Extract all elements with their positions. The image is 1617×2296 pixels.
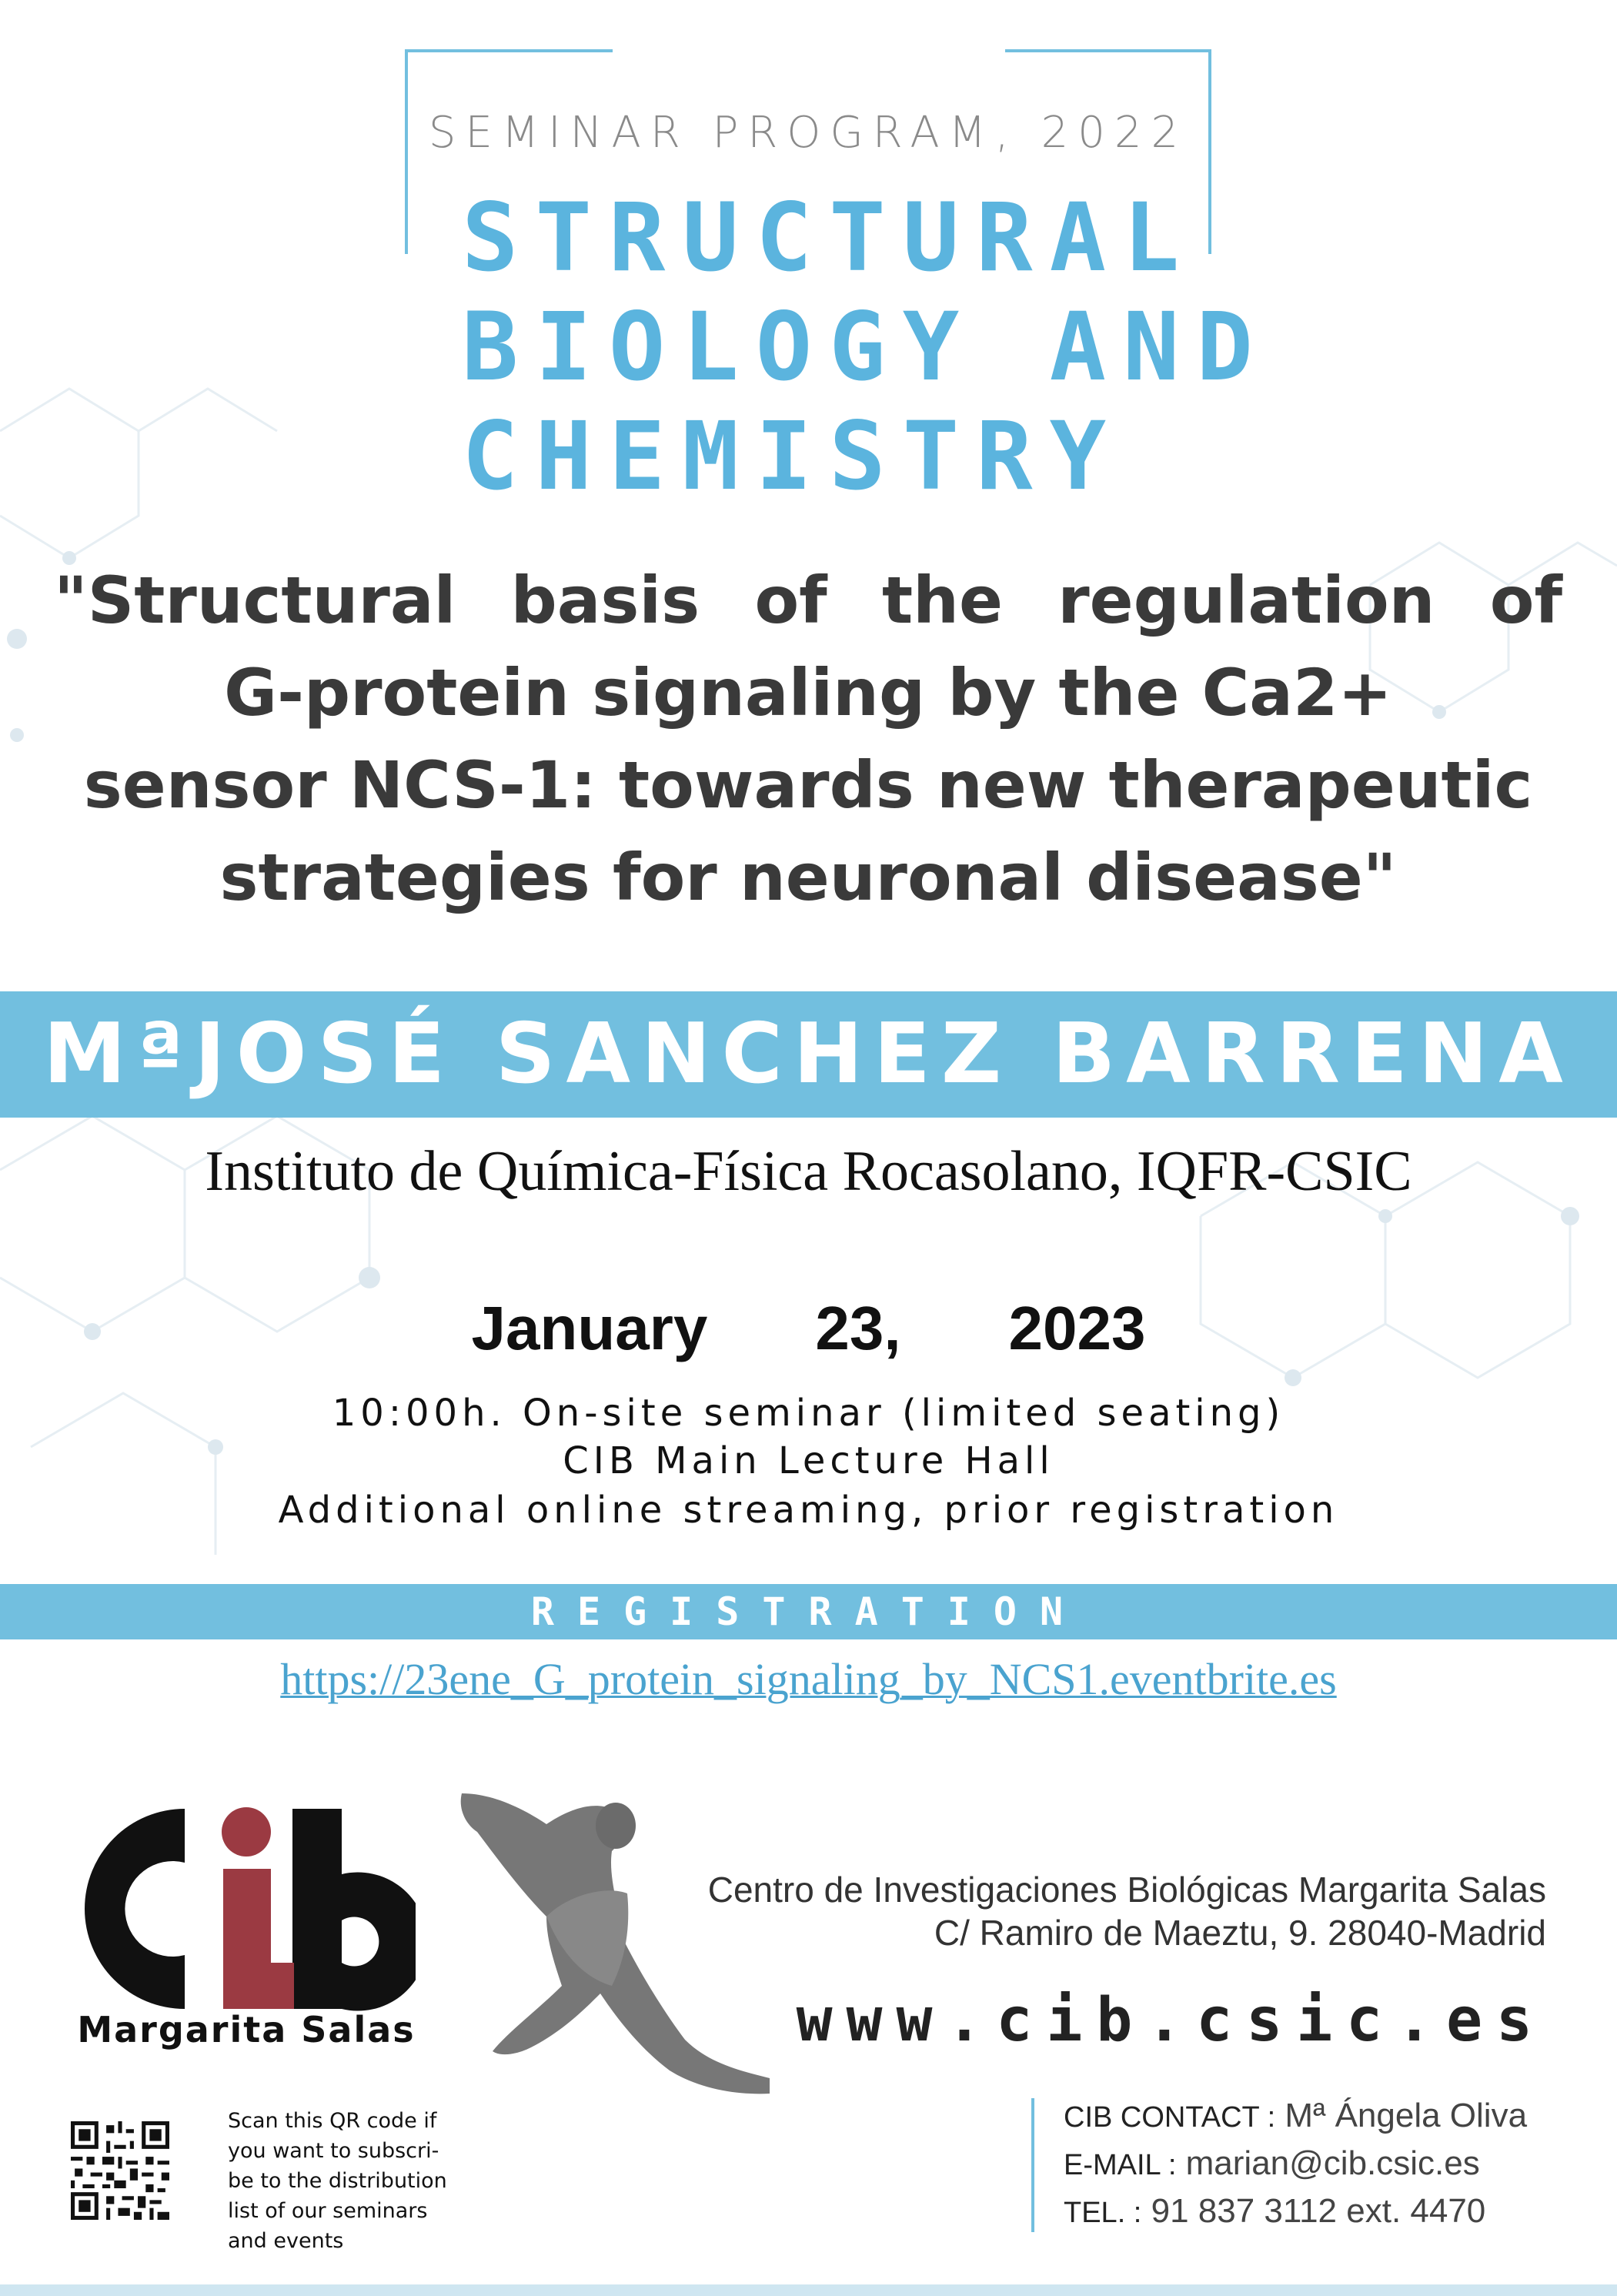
- talk-title-line-2: G-protein signaling by the Ca2+: [224, 655, 1392, 730]
- email-row: [1064, 2144, 1480, 2183]
- program-title-line-1: STRUCTURAL: [462, 183, 1197, 292]
- speaker-banner: [0, 991, 1617, 1118]
- event-date: [0, 1293, 1617, 1364]
- bottom-strip: [0, 2284, 1617, 2296]
- contact-label: CIB CONTACT :: [1064, 2101, 1276, 2134]
- tel-row: [1064, 2192, 1485, 2231]
- center-name: Centro de Investigaciones Biológicas Margarita Salas: [707, 1870, 1546, 1910]
- website-link[interactable]: www.cib.csic.es: [796, 1986, 1546, 2055]
- date-month: January: [471, 1294, 708, 1362]
- cib-logo-i: [223, 1869, 271, 2009]
- event-venue: CIB Main Lecture Hall: [563, 1439, 1054, 1482]
- talk-title-line-1: "Structural basis of the regulation of: [54, 563, 1562, 638]
- program-title-line-2: BIOLOGY AND: [462, 292, 1270, 402]
- contact-divider: [1031, 2098, 1034, 2232]
- cib-logo-dot: [222, 1807, 271, 1857]
- contact-value: Mª Ángela Oliva: [1285, 2097, 1528, 2134]
- center-address: C/ Ramiro de Maeztu, 9. 28040-Madrid: [934, 1913, 1546, 1953]
- event-time: 10:00h. On-site seminar (limited seating): [332, 1392, 1285, 1435]
- registration-label: REGISTRATION: [530, 1589, 1087, 1634]
- qr-instructions: Scan this QR code if you want to subscri-be to the distribution list of our seminars and events: [228, 2109, 447, 2253]
- speaker-affiliation: Instituto de Química-Física Rocasolano, IQFR-CSIC: [205, 1140, 1412, 1203]
- cib-logo-b-bowl: [342, 1873, 416, 2011]
- program-title-line-3: CHEMISTRY: [462, 402, 1124, 511]
- tel-label: TEL. :: [1064, 2197, 1142, 2229]
- contact-row: [1064, 2097, 1527, 2135]
- email-label: E-MAIL :: [1064, 2149, 1177, 2181]
- qr-code-icon[interactable]: [71, 2121, 169, 2220]
- cib-logo-b-accent: [271, 1963, 294, 2009]
- tel-value: 91 837 3112 ext. 4470: [1151, 2192, 1486, 2230]
- talk-title-line-3: sensor NCS-1: towards new therapeutic: [83, 747, 1533, 823]
- date-day: 23,: [815, 1294, 901, 1362]
- statue-figure-icon: [431, 1778, 800, 2132]
- registration-banner: [0, 1584, 1617, 1639]
- registration-link[interactable]: https://23ene_G_protein_signaling_by_NCS1.eventbrite.es: [280, 1654, 1337, 1704]
- talk-title: [54, 554, 1562, 924]
- talk-title-line-4: strategies for neuronal disease": [219, 840, 1397, 915]
- cib-logo-c: [85, 1809, 185, 2009]
- cib-logo-icon: [69, 1801, 416, 2017]
- cib-logo-b-stem: [292, 1809, 342, 2009]
- event-streaming: Additional online streaming, prior registration: [278, 1489, 1339, 1532]
- date-year: 2023: [1008, 1294, 1146, 1362]
- series-label: SEMINAR PROGRAM, 2022: [428, 108, 1188, 158]
- logo-subtitle: Margarita Salas: [77, 2009, 416, 2050]
- header-frame-top-right: [1005, 49, 1211, 52]
- email-value[interactable]: marian@cib.csic.es: [1185, 2144, 1480, 2182]
- speaker-name: MªJOSÉ SANCHEZ BARRENA: [43, 1006, 1574, 1102]
- header-frame-top-left: [405, 49, 613, 52]
